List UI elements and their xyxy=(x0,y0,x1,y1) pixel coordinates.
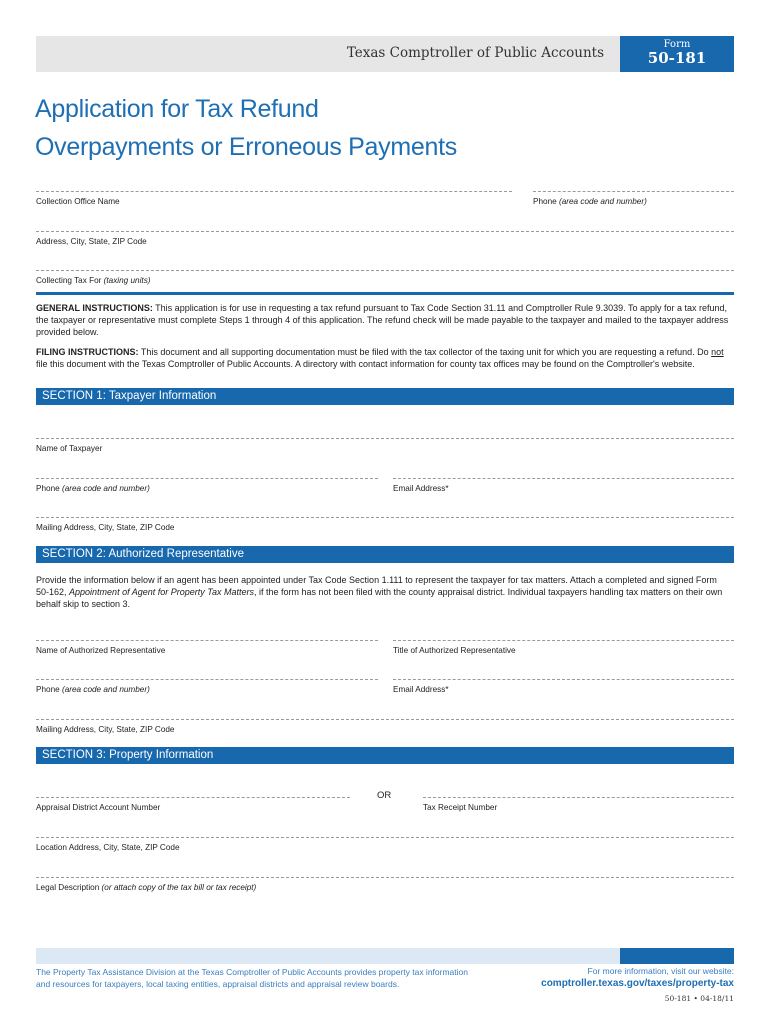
legal-description-field[interactable] xyxy=(36,877,734,878)
taxpayer-email-label: Email Address* xyxy=(393,484,449,493)
office-phone-label: Phone (area code and number) xyxy=(533,197,647,206)
rep-email-label: Email Address* xyxy=(393,685,449,694)
collection-office-label: Collection Office Name xyxy=(36,197,120,206)
title-line-2: Overpayments or Erroneous Payments xyxy=(35,133,457,161)
footer-website-label: For more information, visit our website: xyxy=(587,966,734,976)
location-address-label: Location Address, City, State, ZIP Code xyxy=(36,843,180,852)
taxpayer-name-field[interactable] xyxy=(36,438,734,439)
account-number-field[interactable] xyxy=(36,797,350,798)
taxpayer-mailing-field[interactable] xyxy=(36,517,734,518)
account-number-label: Appraisal District Account Number xyxy=(36,803,161,812)
collecting-tax-field[interactable] xyxy=(36,270,734,271)
taxpayer-phone-field[interactable] xyxy=(36,478,378,479)
section-2-header: SECTION 2: Authorized Representative xyxy=(36,546,734,563)
form-number-box xyxy=(620,36,734,72)
rep-mailing-field[interactable] xyxy=(36,719,734,720)
form-word: Form xyxy=(663,39,691,50)
taxpayer-mailing-label: Mailing Address, City, State, ZIP Code xyxy=(36,523,175,532)
rep-name-field[interactable] xyxy=(36,640,378,641)
taxpayer-name-label: Name of Taxpayer xyxy=(36,444,103,453)
footer-website-link[interactable]: comptroller.texas.gov/taxes/property-tax xyxy=(541,978,734,989)
rep-email-field[interactable] xyxy=(393,679,734,680)
blue-rule xyxy=(36,292,734,295)
title-line-1: Application for Tax Refund xyxy=(35,95,319,123)
office-address-label: Address, City, State, ZIP Code xyxy=(36,237,147,246)
rep-phone-label: Phone (area code and number) xyxy=(36,685,150,694)
footer-description: The Property Tax Assistance Division at the Texas Comptroller of Public Accounts provides property tax information and resources for taxpayers, local taxing entities, appraisal districts and appraisal review boards. xyxy=(36,967,468,989)
taxpayer-phone-label: Phone (area code and number) xyxy=(36,484,150,493)
office-phone-field[interactable] xyxy=(533,191,734,192)
rep-mailing-label: Mailing Address, City, State, ZIP Code xyxy=(36,725,175,734)
footer-bar-accent xyxy=(620,948,734,964)
tax-receipt-label: Tax Receipt Number xyxy=(423,803,498,812)
rep-title-field[interactable] xyxy=(393,640,734,641)
section-3-header: SECTION 3: Property Information xyxy=(36,747,734,764)
general-instructions: GENERAL INSTRUCTIONS: This application is for use in requesting a tax refund pursuant to Tax Code Section 31.11 and Comptroller Rule 9.3039. To apply for a tax refund, the taxpayer or representative must complete Steps 1 through 4 of this application. The refund check will be made payable to the taxpayer and mailed to the taxpayer address provided below. xyxy=(36,303,729,337)
legal-description-label: Legal Description (or attach copy of the tax bill or tax receipt) xyxy=(36,883,257,892)
footer-form-code: 50-181 • 04-18/11 xyxy=(664,994,734,1003)
section-2-instructions: Provide the information below if an agent has been appointed under Tax Code Section 1.111 to represent the taxpayer for tax matters. Attach a completed and signed Form 50-162, Appointment of Agent for Property Tax Matters, if the form has not been filed with the county appraisal district. Individual taxpayers handling tax matters on their own behalf skip to section 3. xyxy=(36,575,723,609)
section-1-header: SECTION 1: Taxpayer Information xyxy=(36,388,734,405)
filing-instructions: FILING INSTRUCTIONS: This document and all supporting documentation must be filed with the tax collector of the taxing unit for which you are requesting a refund. Do not file this document with the Texas Comptroller of Public Accounts. A directory with contact information for county tax offices may be found on the Comptroller's website. xyxy=(36,347,724,369)
rep-name-label: Name of Authorized Representative xyxy=(36,646,166,655)
office-address-field[interactable] xyxy=(36,231,734,232)
collecting-tax-label: Collecting Tax For (taxing units) xyxy=(36,276,151,285)
collection-office-field[interactable] xyxy=(36,191,512,192)
form-number: 50-181 xyxy=(647,49,707,67)
page-title xyxy=(35,90,457,166)
header-bar xyxy=(36,36,620,72)
footer-website-block xyxy=(541,966,734,1003)
location-address-field[interactable] xyxy=(36,837,734,838)
rep-phone-field[interactable] xyxy=(36,679,378,680)
agency-name: Texas Comptroller of Public Accounts xyxy=(346,45,604,61)
rep-title-label: Title of Authorized Representative xyxy=(393,646,516,655)
or-label: OR xyxy=(377,790,392,801)
tax-receipt-field[interactable] xyxy=(423,797,734,798)
taxpayer-email-field[interactable] xyxy=(393,478,734,479)
